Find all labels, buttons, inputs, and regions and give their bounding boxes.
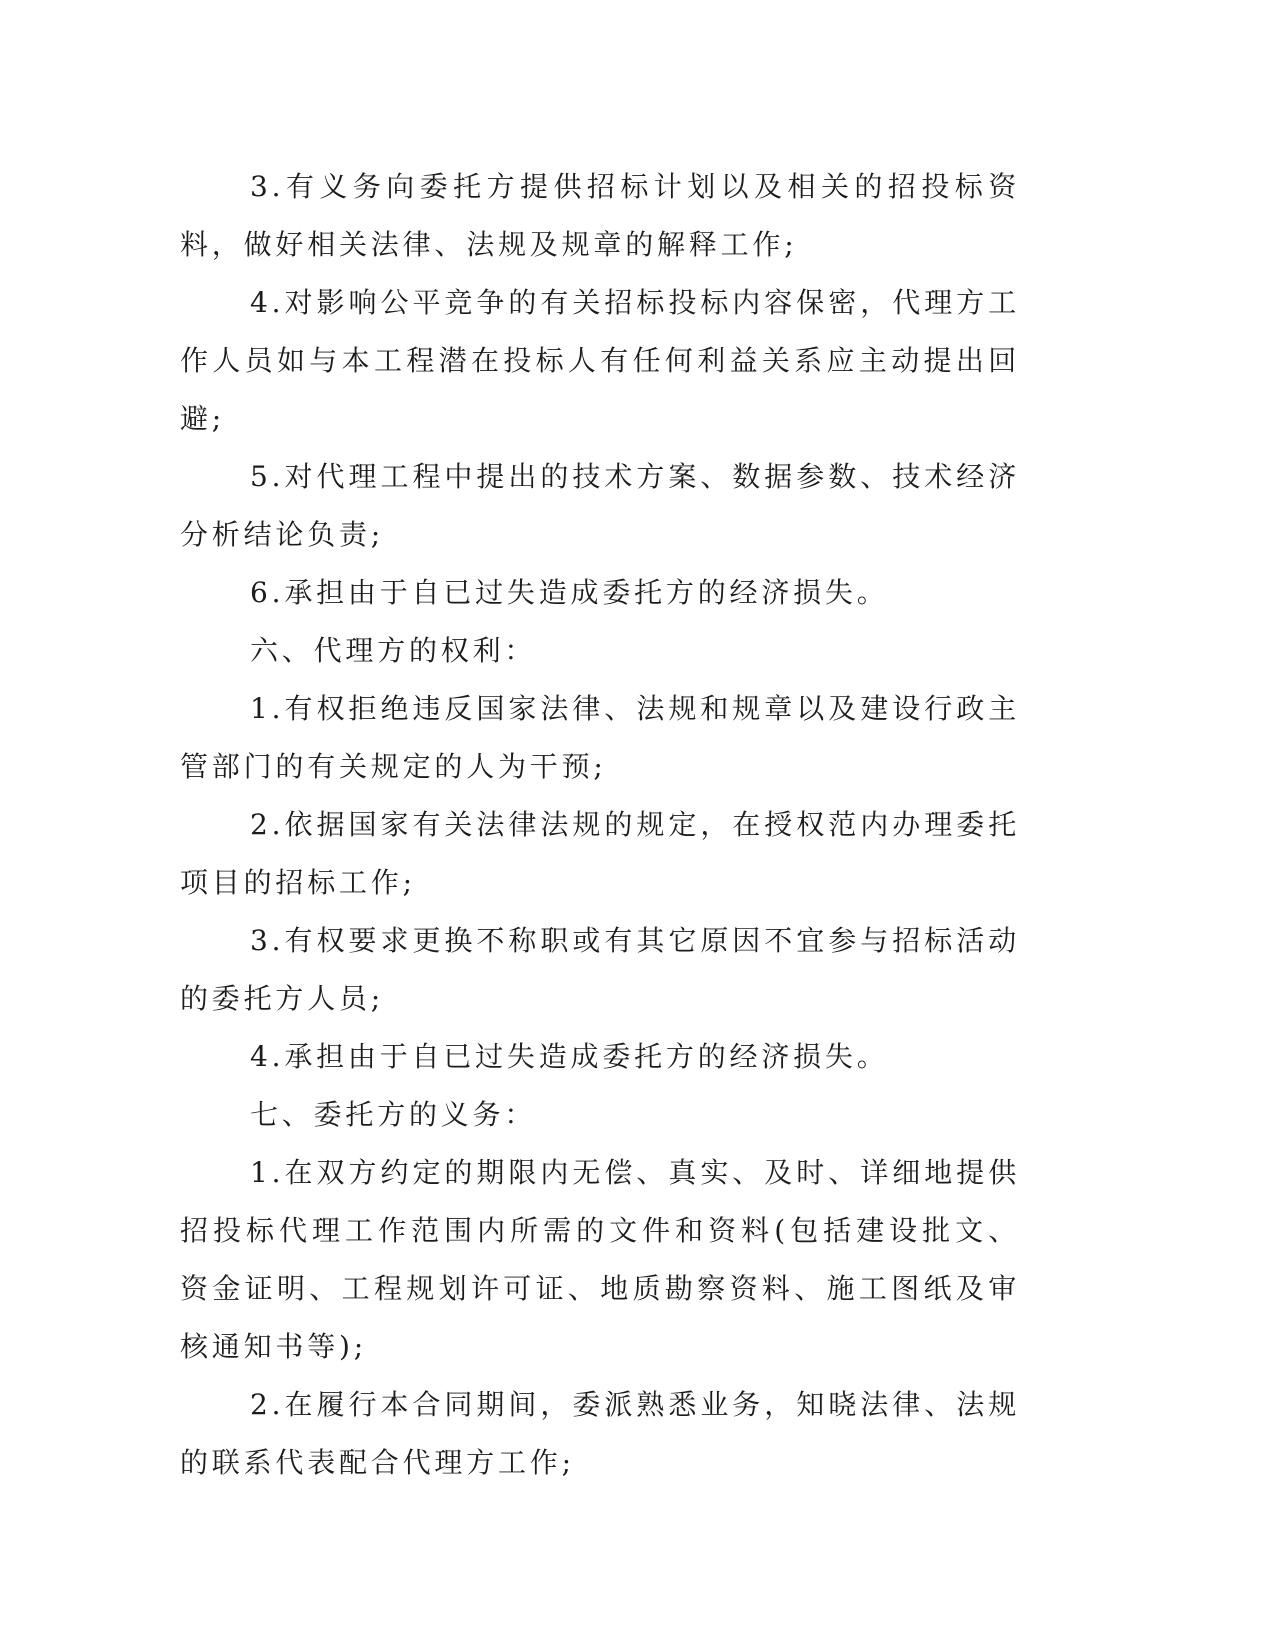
document-body — [180, 158, 1020, 1492]
clause-agent-duty-5: 5.对代理工程中提出的技术方案、数据参数、技术经济分析结论负责; — [180, 460, 1020, 551]
clause-agent-duty-3: 3.有义务向委托方提供招标计划以及相关的招投标资料，做好相关法律、法规及规章的解释工作; — [180, 170, 1020, 261]
clause-agent-right-1: 1.有权拒绝违反国家法律、法规和规章以及建设行政主管部门的有关规定的人为干预; — [180, 692, 1020, 783]
section-heading-agent-rights: 六、代理方的权利： — [250, 634, 537, 667]
clause-client-duty-2: 2.在履行本合同期间，委派熟悉业务，知晓法律、法规的联系代表配合代理方工作; — [180, 1388, 1020, 1479]
clause-agent-right-4: 4.承担由于自已过失造成委托方的经济损失。 — [250, 1040, 889, 1073]
clause-agent-duty-4: 4.对影响公平竞争的有关招标投标内容保密，代理方工作人员如与本工程潜在投标人有任何利益关系应主动提出回避; — [180, 286, 1020, 435]
clause-agent-duty-6: 6.承担由于自已过失造成委托方的经济损失。 — [250, 576, 889, 609]
clause-agent-right-2: 2.依据国家有关法律法规的规定，在授权范内办理委托项目的招标工作; — [180, 808, 1020, 899]
section-heading-client-duties: 七、委托方的义务： — [250, 1098, 537, 1131]
clause-client-duty-1: 1.在双方约定的期限内无偿、真实、及时、详细地提供招投标代理工作范围内所需的文件和资料(包括建设批文、资金证明、工程规划许可证、地质勘察资料、施工图纸及审核通知书等); — [180, 1156, 1020, 1363]
clause-agent-right-3: 3.有权要求更换不称职或有其它原因不宜参与招标活动的委托方人员; — [180, 924, 1020, 1015]
